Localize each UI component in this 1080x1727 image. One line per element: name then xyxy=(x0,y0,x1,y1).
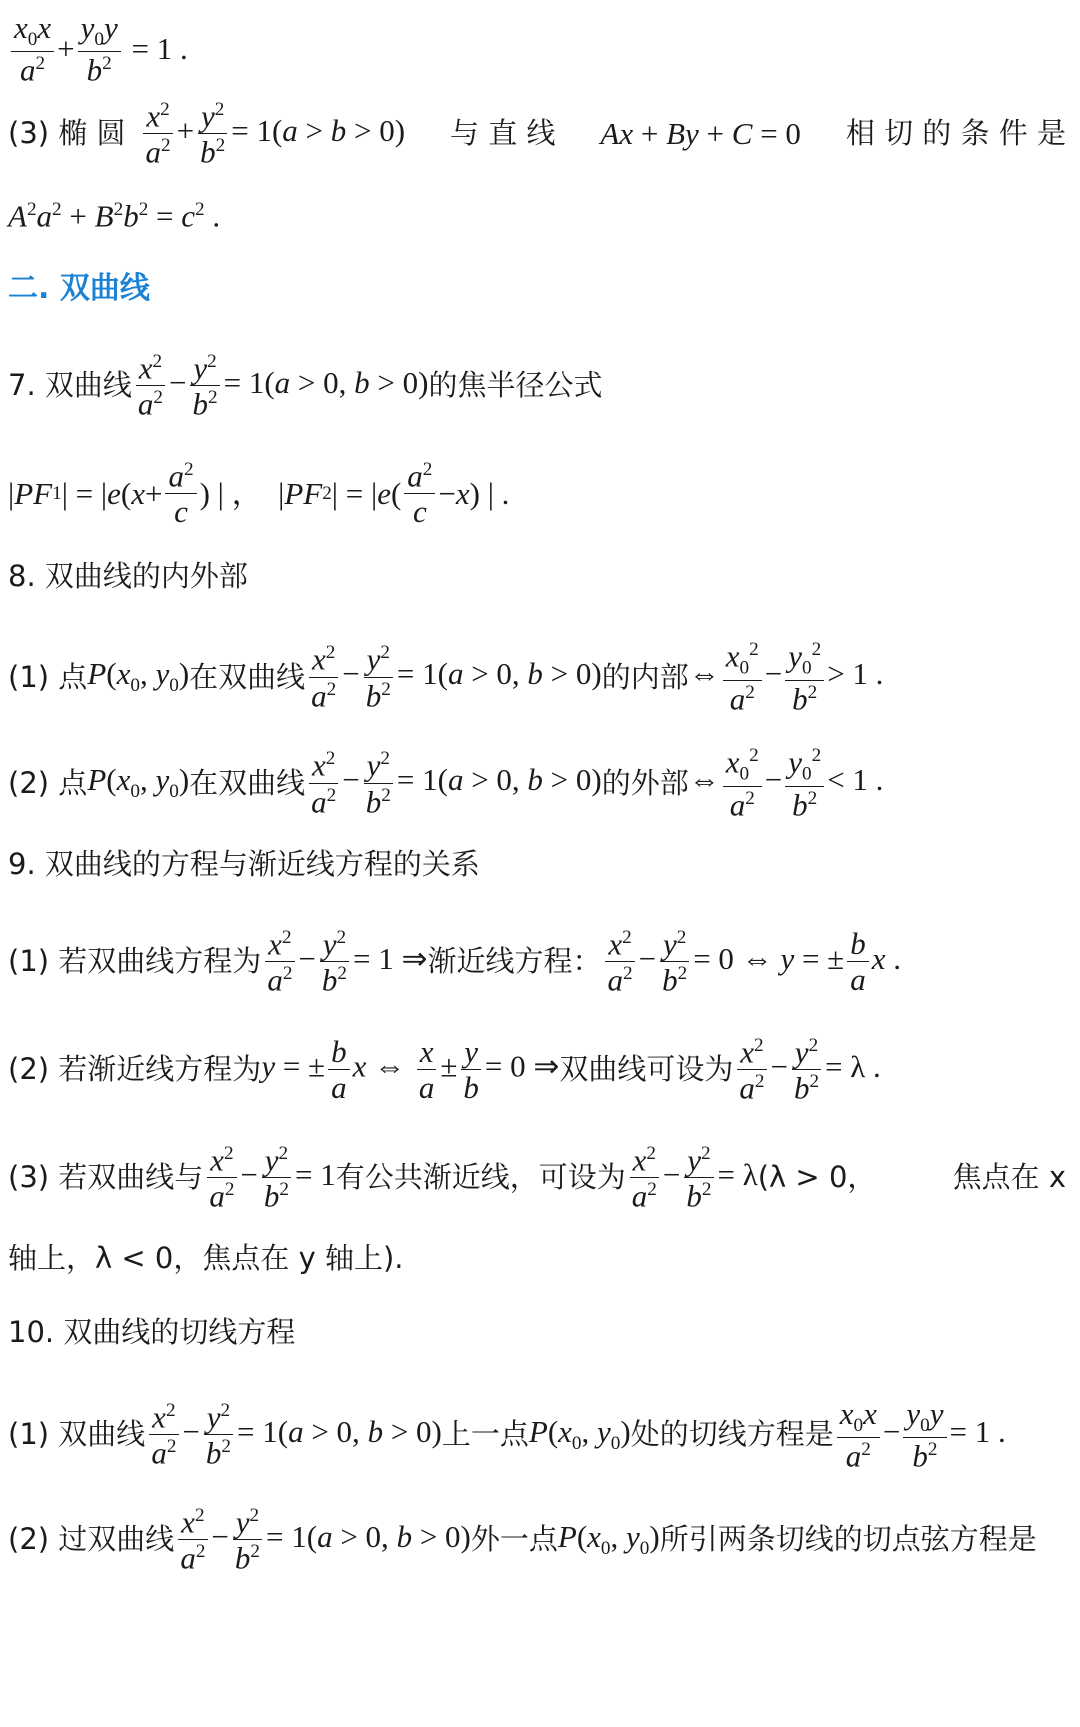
text: 外一点 xyxy=(470,1522,558,1557)
text: 所引两条切线的切点弦方程是 xyxy=(659,1522,1037,1557)
text: (2) 过双曲线 xyxy=(8,1522,175,1557)
item-8: 8. 双曲线的内外部 xyxy=(8,559,248,593)
text: 的内部 xyxy=(601,659,689,694)
formula-line: $A^2a^2 + B^2b^2 = c^2$ . xyxy=(8,198,221,234)
text: (3) 若双曲线与 xyxy=(8,1160,204,1195)
item-10-2: (2) 过双曲线 $\frac{x^2}{a^2}$ − $\frac{y^2}{b^2}$ = 1(a > 0, b > 0) 外一点 $P(x_0$, $y_0$) 所引两条切线的切点弦方程是 xyxy=(8,1504,1037,1576)
ellipse-tangent-line: (3) 椭 圆 $\frac{x^2}{a^2}$ + $\frac{y^2}{b^2}$ = 1(a > b > 0) 与 直 线 Ax + By + C = 0 相 切 的 条 件 是 xyxy=(8,98,1066,170)
text: 的外部 xyxy=(601,765,689,800)
item-9: 9. 双曲线的方程与渐近线方程的关系 xyxy=(8,847,480,881)
text: 在双曲线 xyxy=(189,765,306,800)
formula-line: | PF 1 | = | e ( x + $\frac{a^2}{c}$ ) | ， | PF 2 | = | e ( $\frac{a^2}{c}$ − x ) | . xyxy=(8,458,510,530)
item-9-3-cont: 轴上，λ < 0，焦点在 y 轴上). xyxy=(8,1241,404,1275)
item-9-3: (3) 若双曲线与 $\frac{x^2}{a^2}$ − $\frac{y^2}{b^2}$ = 1 有公共渐近线，可设为 $\frac{x^2}{a^2}$ − $\frac{y^2}{b^2}$ = λ (λ > 0， 焦点在 x xyxy=(8,1142,1066,1214)
text: 在双曲线 xyxy=(189,659,306,694)
text: 渐近线方程： xyxy=(427,944,602,979)
text: 7. 双曲线 xyxy=(8,368,132,403)
text: 焦点在 x xyxy=(952,1160,1066,1195)
item-10: 10. 双曲线的切线方程 xyxy=(8,1315,296,1349)
item-7: 7. 双曲线 $\frac{x^2}{a^2}$ − $\frac{y^2}{b^2}$ = 1(a > 0, b > 0) 的焦半径公式 xyxy=(8,350,603,422)
text: 双曲线可设为 xyxy=(559,1052,734,1087)
item-9-1: (1) 若双曲线方程为 $\frac{x^2}{a^2}$ − $\frac{y^2}{b^2}$ = 1 ⇒ 渐近线方程： $\frac{x^2}{a^2}$ − $\frac{y^2}{b^2}$ = 0 ⇔ y = ± $\frac{b}{a}$ x . xyxy=(8,926,901,998)
text: (1) 点 xyxy=(8,659,88,694)
text: 有公共渐近线，可设为 xyxy=(335,1160,626,1195)
text: 相 切 的 条 件 是 xyxy=(845,116,1066,151)
text: 上一点 xyxy=(441,1417,529,1452)
text: (2) 若渐近线方程为 xyxy=(8,1052,262,1087)
item-9-2: (2) 若渐近线方程为 y = ± $\frac{b}{a}$ x ⇔ $\frac{x}{a}$ ± $\frac{y}{b}$ = 0 ⇒ 双曲线可设为 $\frac{x^2}{a^2}$ − $\frac{y^2}{b^2}$ = λ . xyxy=(8,1034,881,1106)
text: (λ > 0， xyxy=(757,1160,877,1195)
text: 的焦半径公式 xyxy=(428,368,603,403)
item-8-2: (2) 点 $P(x_0$, $y_0$) 在双曲线 $\frac{x^2}{a^2}$ − $\frac{y^2}{b^2}$ = 1(a > 0, b > 0) 的外部 ⇔ $\frac{x_0^2}{a^2}$ − $\frac{y_0^2}{b^2}$ < 1 . xyxy=(8,744,884,823)
text: (1) 双曲线 xyxy=(8,1417,146,1452)
formula-line: $\frac{x_0x}{a^2}$ + $\frac{y_0y}{b^2}$ = 1 . xyxy=(8,12,1066,86)
text: (1) 若双曲线方程为 xyxy=(8,944,262,979)
item-8-1: (1) 点 $P(x_0$, $y_0$) 在双曲线 $\frac{x^2}{a^2}$ − $\frac{y^2}{b^2}$ = 1(a > 0, b > 0) 的内部 ⇔ $\frac{x_0^2}{a^2}$ − $\frac{y_0^2}{b^2}$ > 1 . xyxy=(8,638,884,717)
text: (2) 点 xyxy=(8,765,88,800)
section-heading: 二. 双曲线 xyxy=(8,271,150,306)
item-10-1: (1) 双曲线 $\frac{x^2}{a^2}$ − $\frac{y^2}{b^2}$ = 1(a > 0, b > 0) 上一点 $P(x_0$, $y_0$) 处的切线方程是 $\frac{x_0x}{a^2}$ − $\frac{y_0y}{b^2}$ = 1 . xyxy=(8,1396,1006,1474)
text: 与 直 线 xyxy=(450,116,556,151)
text: 处的切线方程是 xyxy=(630,1417,834,1452)
text: (3) 椭 圆 xyxy=(8,116,126,151)
